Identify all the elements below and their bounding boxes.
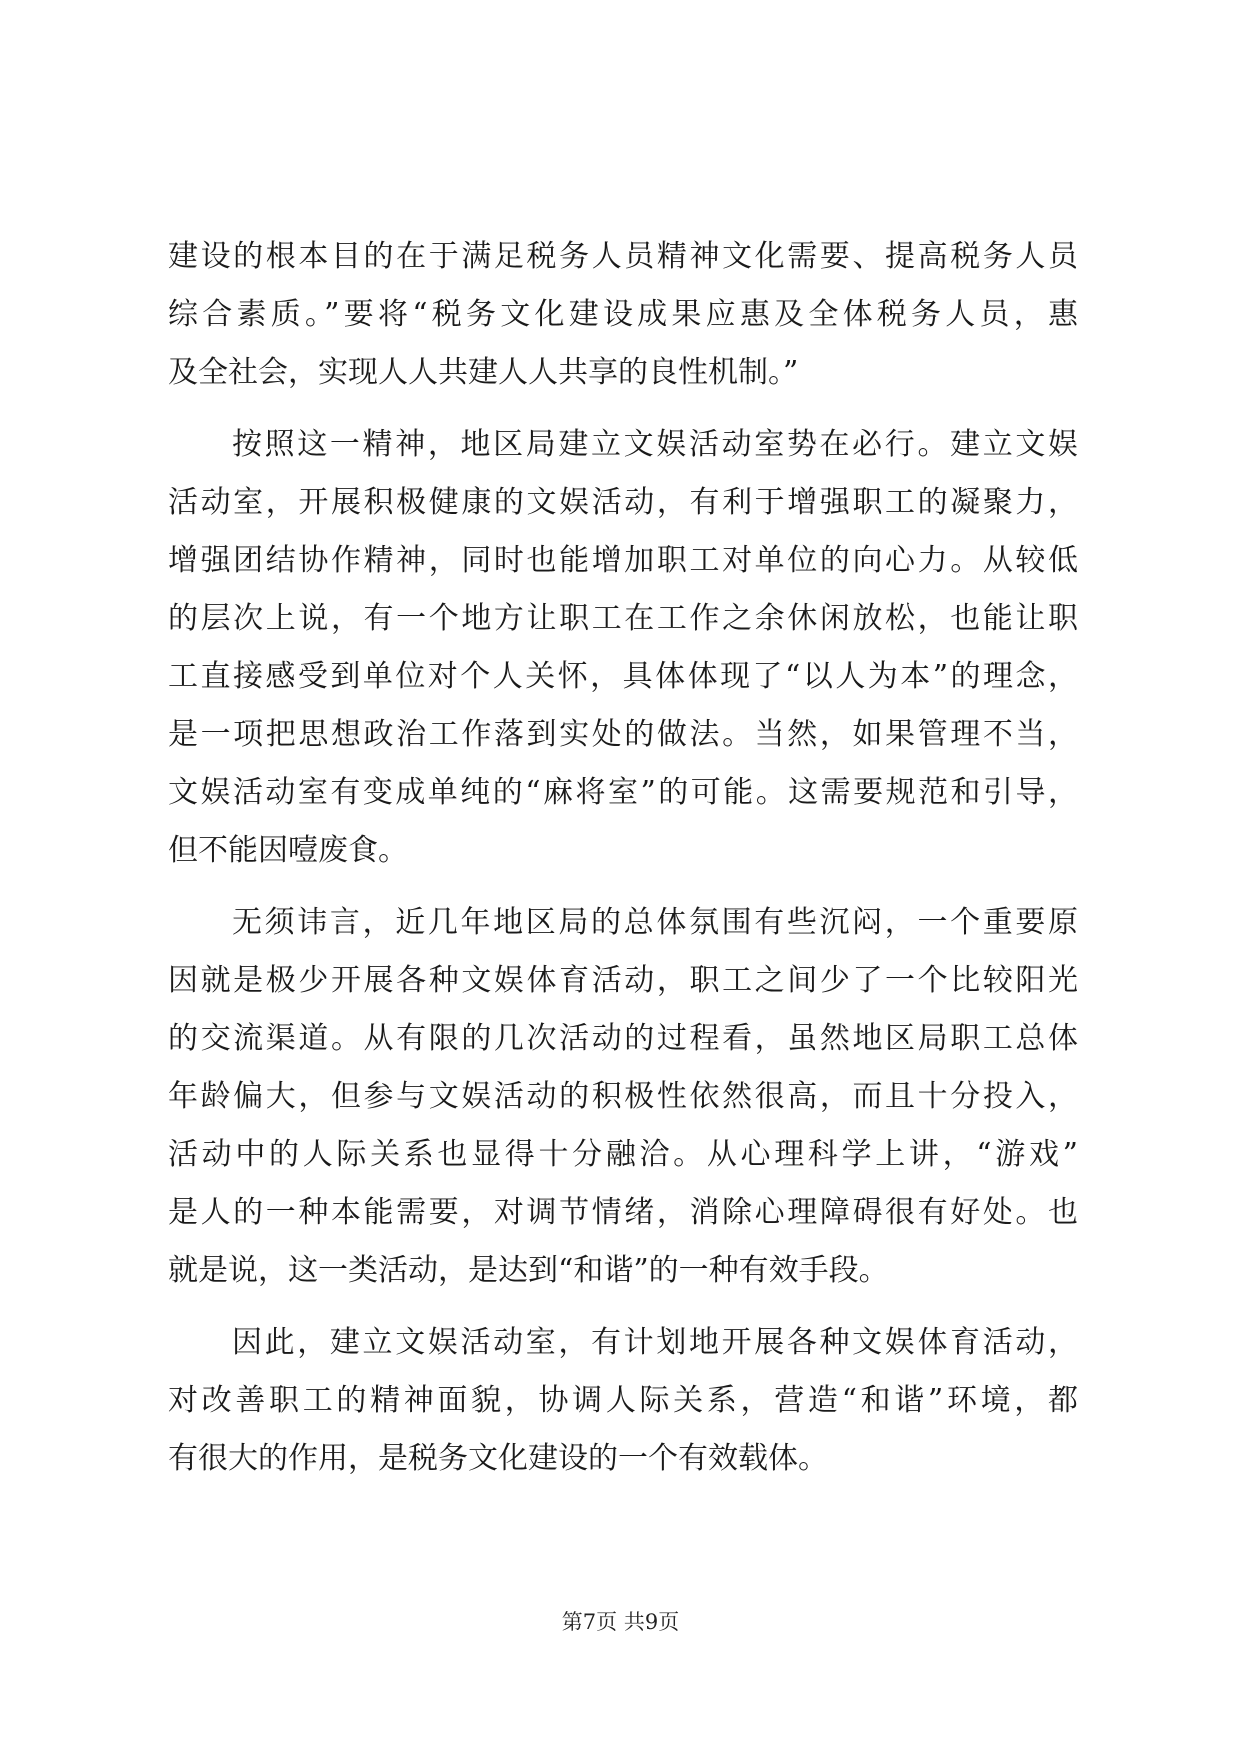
text-line: 文娱活动室有变成单纯的“麻将室”的可能。这需要规范和引导， bbox=[168, 775, 1078, 810]
text-line: 按照这一精神，地区局建立文娱活动室势在必行。建立文娱 bbox=[232, 427, 1078, 462]
paragraph-3 bbox=[168, 894, 1078, 1300]
paragraph-2 bbox=[168, 416, 1078, 880]
text-line: 是人的一种本能需要，对调节情绪，消除心理障碍很有好处。也 bbox=[168, 1195, 1078, 1230]
text-line: 有很大的作用，是税务文化建设的一个有效载体。 bbox=[168, 1441, 828, 1476]
text-line: 就是说，这一类活动，是达到“和谐”的一种有效手段。 bbox=[168, 1253, 889, 1288]
text-line: 因就是极少开展各种文娱体育活动，职工之间少了一个比较阳光 bbox=[168, 963, 1078, 998]
text-line: 建设的根本目的在于满足税务人员精神文化需要、提高税务人员 bbox=[168, 239, 1078, 274]
text-line: 无须讳言，近几年地区局的总体氛围有些沉闷，一个重要原 bbox=[232, 905, 1078, 940]
page-footer: 第7页 共9页 bbox=[561, 1610, 680, 1634]
text-line: 的层次上说，有一个地方让职工在工作之余休闲放松，也能让职 bbox=[168, 601, 1078, 636]
paragraph-1 bbox=[168, 228, 1078, 402]
text-line: 增强团结协作精神，同时也能增加职工对单位的向心力。从较低 bbox=[168, 543, 1078, 578]
text-line: 因此，建立文娱活动室，有计划地开展各种文娱体育活动， bbox=[232, 1325, 1078, 1360]
text-line: 综合素质。”要将“税务文化建设成果应惠及全体税务人员，惠 bbox=[168, 297, 1078, 332]
text-line: 活动室，开展积极健康的文娱活动，有利于增强职工的凝聚力， bbox=[168, 485, 1078, 520]
text-line: 年龄偏大，但参与文娱活动的积极性依然很高，而且十分投入， bbox=[168, 1079, 1078, 1114]
text-line: 是一项把思想政治工作落到实处的做法。当然，如果管理不当， bbox=[168, 717, 1078, 752]
text-line: 但不能因噎废食。 bbox=[168, 833, 408, 868]
text-line: 及全社会，实现人人共建人人共享的良性机制。” bbox=[168, 355, 799, 390]
text-line: 的交流渠道。从有限的几次活动的过程看，虽然地区局职工总体 bbox=[168, 1021, 1078, 1056]
paragraph-4 bbox=[168, 1314, 1078, 1488]
text-line: 活动中的人际关系也显得十分融洽。从心理科学上讲，“游戏” bbox=[168, 1137, 1078, 1172]
text-line: 对改善职工的精神面貌，协调人际关系，营造“和谐”环境，都 bbox=[168, 1383, 1078, 1418]
text-line: 工直接感受到单位对个人关怀，具体体现了“以人为本”的理念， bbox=[168, 659, 1078, 694]
document-body bbox=[168, 228, 1078, 1488]
